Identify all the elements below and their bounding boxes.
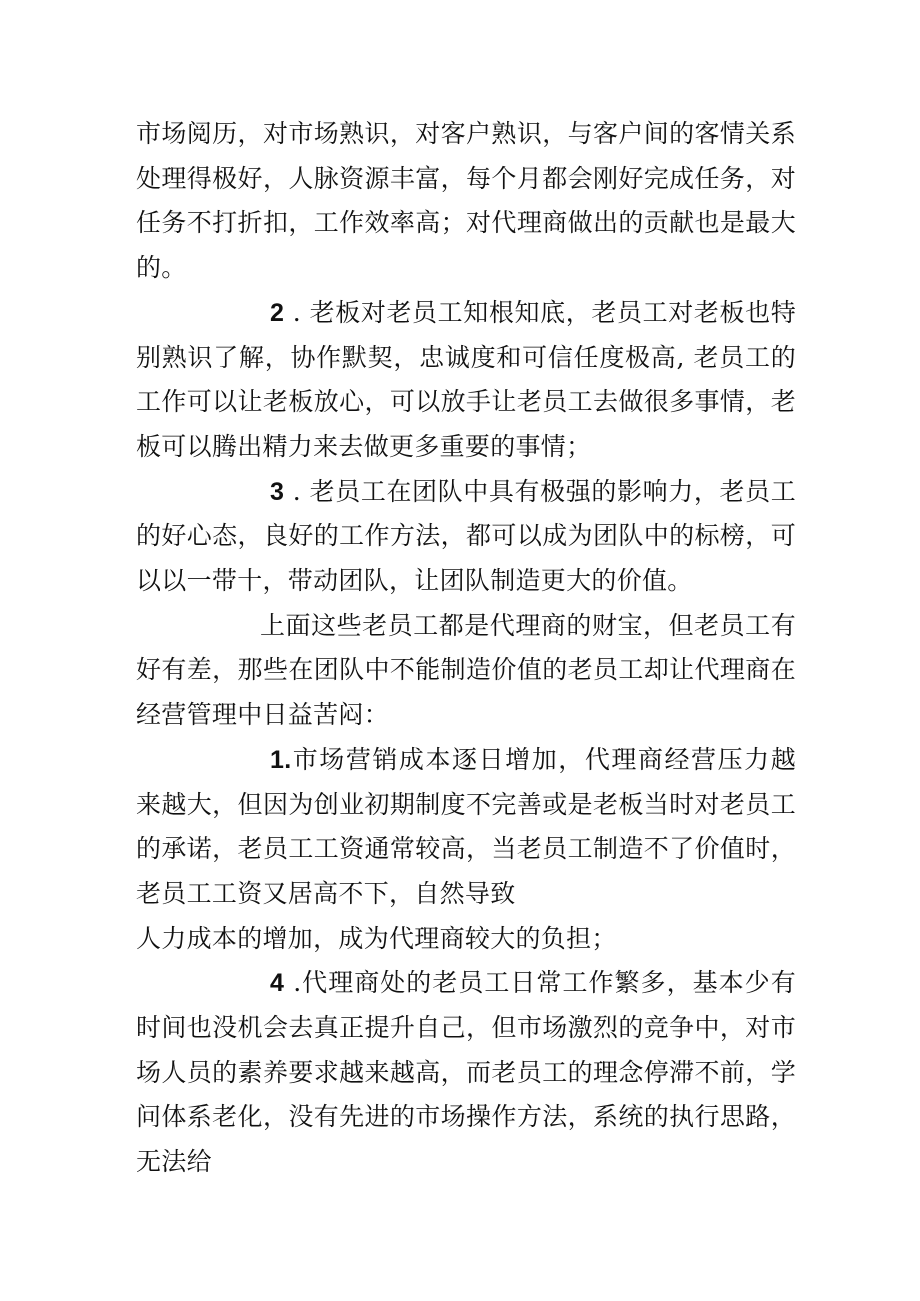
paragraph-text: 市场阅历，对市场熟识，对客户熟识，与客户间的客情关系处理得极好，人脉资源丰富，每个月都会刚好完成任务，对任务不打折扣，工作效率高；对代理商做出的贡献也是最大的。 bbox=[136, 119, 796, 283]
paragraph-continued-line bbox=[136, 917, 796, 962]
paragraph-text: . 老板对老员工知根知底，老员工对老板也特别熟识了解，协作默契，忠诚度和可信任度极高, 老员工的工作可以让老板放心，可以放手让老员工去做很多事情，老板可以腾出精力来去做更多重要的事情； bbox=[136, 297, 796, 461]
document-page bbox=[136, 112, 796, 1185]
paragraph-continued bbox=[136, 112, 796, 291]
paragraph-intro bbox=[136, 604, 796, 738]
list-item-2 bbox=[136, 291, 796, 470]
paragraph-text: .代理商处的老员工日常工作繁多，基本少有时间也没机会去真正提升自己，但市场激烈的竞争中，对市场人员的素养要求越来越高，而老员工的理念停滞不前，学问体系老化，没有先进的市场操作方法，系统的执行思路，无法给 bbox=[136, 968, 796, 1177]
paragraph-text: 上面这些老员工都是代理商的财宝，但老员工有好有差，那些在团队中不能制造价值的老员工却让代理商在经营管理中日益苦闷： bbox=[136, 610, 796, 730]
list-item-1 bbox=[136, 738, 796, 917]
paragraph-text: 市场营销成本逐日增加，代理商经营压力越来越大，但因为创业初期制度不完善或是老板当时对老员工的承诺，老员工工资通常较高，当老员工制造不了价值时，老员工工资又居高不下，自然导致 bbox=[136, 744, 796, 908]
list-item-4 bbox=[136, 961, 796, 1185]
list-number: 1. bbox=[270, 745, 292, 774]
list-number: 3 bbox=[270, 477, 285, 506]
paragraph-text: 人力成本的增加，成为代理商较大的负担； bbox=[136, 923, 617, 953]
list-number: 4 bbox=[270, 969, 285, 998]
list-item-3 bbox=[136, 470, 796, 604]
paragraph-text: . 老员工在团队中具有极强的影响力，老员工的好心态，良好的工作方法，都可以成为团队中的标榜，可以以一带十，带动团队，让团队制造更大的价值。 bbox=[136, 476, 796, 596]
list-number: 2 bbox=[270, 298, 285, 327]
